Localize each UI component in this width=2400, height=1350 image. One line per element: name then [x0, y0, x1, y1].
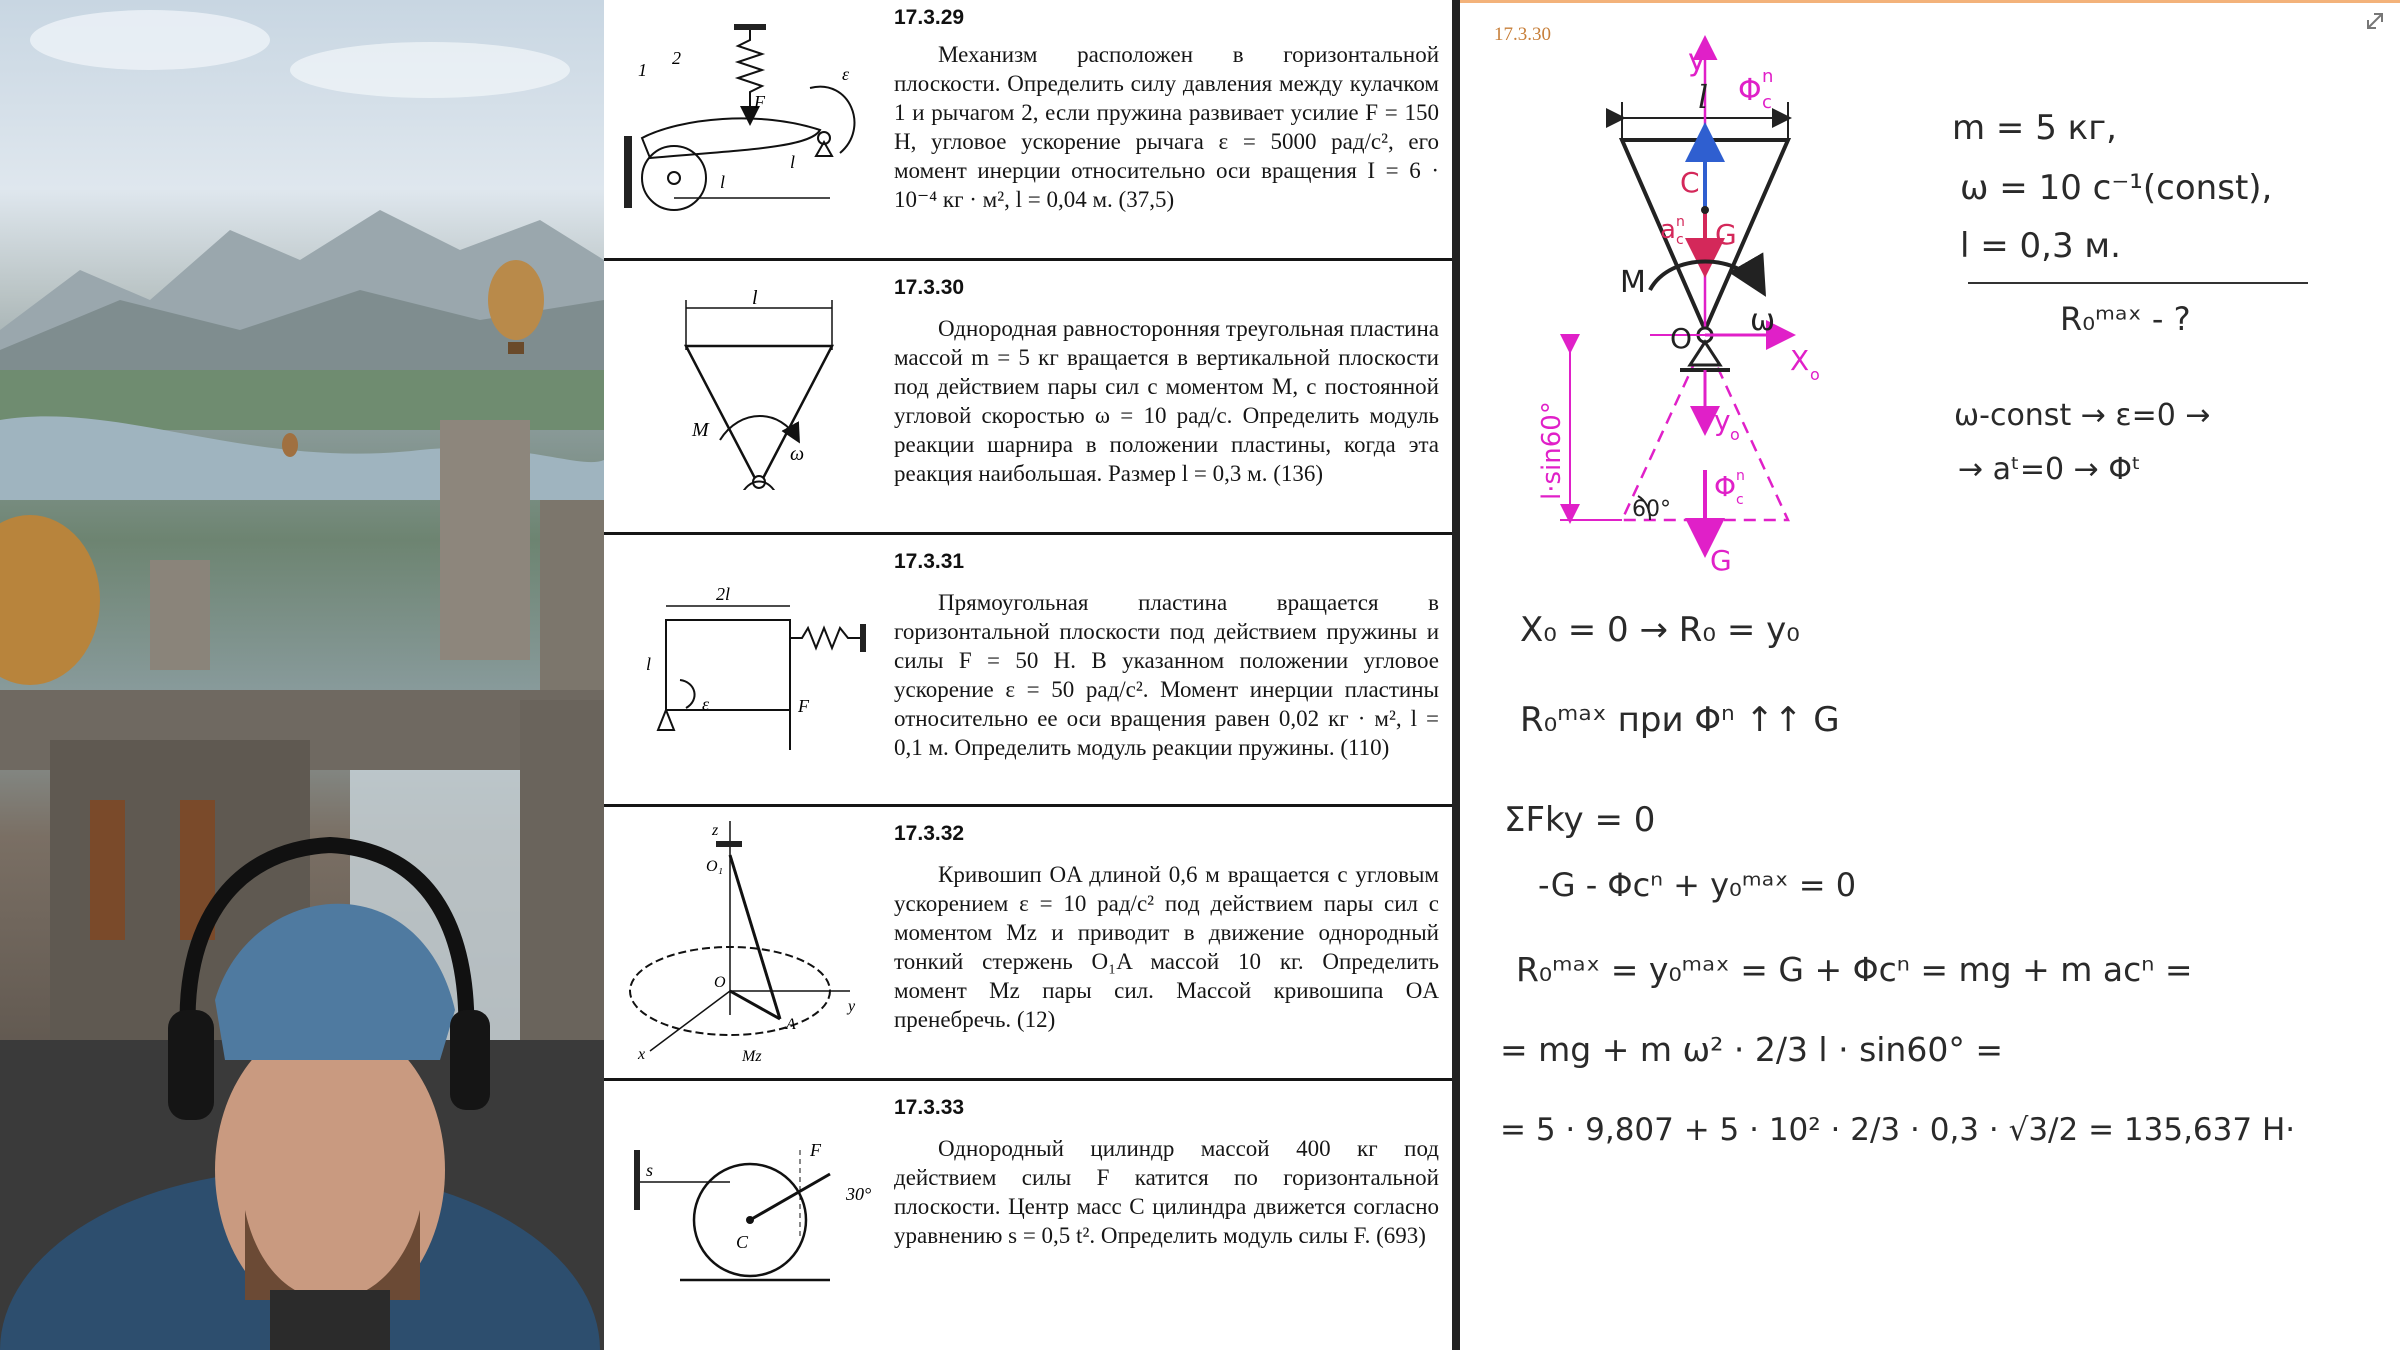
- label-omega: ω: [1750, 303, 1776, 338]
- whiteboard-top-border: [1460, 0, 2400, 3]
- step-line: R₀ᵐᵃˣ = y₀ᵐᵃˣ = G + Φcⁿ = mg + m acⁿ =: [1516, 950, 2193, 989]
- problem-17-3-33-figure: [620, 1110, 882, 1310]
- label-c: C: [1680, 166, 1700, 199]
- background-image-panel: [0, 0, 604, 1350]
- label-a: a: [1660, 215, 1676, 245]
- fig-label: 2: [672, 48, 681, 68]
- fig-label: F: [754, 92, 765, 112]
- given-omega: ω = 10 с⁻¹(const),: [1960, 168, 2273, 208]
- step-line: = mg + m ω² · 2/3 l · sin60° =: [1500, 1030, 2003, 1069]
- fig-label: z: [712, 822, 719, 839]
- fig-label: Mz: [742, 1048, 762, 1065]
- label-m: M: [1620, 265, 1646, 300]
- fig-label: A: [786, 1016, 796, 1033]
- divider-line: [604, 804, 1452, 807]
- problem-number: 17.3.29: [894, 6, 965, 29]
- step-line: ΣFky = 0: [1504, 800, 1656, 840]
- fig-label: 1: [638, 60, 647, 80]
- label-phi-low-sub: c: [1736, 492, 1744, 508]
- step-line: ω-const → ε=0 →: [1954, 398, 2211, 433]
- panel-divider: [1452, 0, 1460, 1350]
- problem-text: Однородный цилиндр массой 400 кг под действием силы F катится по горизонтальной плоскости. Центр масс C цилиндра движется согласно уравнению s = 0,5 t². Определить модуль силы F. (693): [894, 1136, 1439, 1248]
- fig-label: ε: [842, 64, 850, 84]
- problem-17-3-29-figure: [620, 18, 882, 218]
- label-phi-sup: n: [1762, 66, 1774, 87]
- fig-label: l: [646, 654, 652, 674]
- label-phi-low-sup: n: [1736, 468, 1745, 484]
- fig-label: ε: [702, 694, 710, 714]
- label-xo-sub: o: [1810, 365, 1820, 384]
- given-underline: [1968, 282, 2308, 284]
- fig-label: y: [848, 998, 856, 1015]
- castle-landscape-illustration: [0, 0, 604, 1350]
- fig-label: F: [798, 696, 809, 716]
- fig-label: s: [646, 1160, 654, 1180]
- label-y: y: [1688, 43, 1706, 78]
- fig-label: M: [692, 419, 709, 441]
- label-g: G: [1715, 218, 1737, 251]
- fig-label: ω: [790, 443, 805, 465]
- label-a-sub: c: [1676, 232, 1684, 248]
- label-l: l: [1698, 78, 1709, 116]
- find-text: R₀ᵐᵃˣ - ?: [2060, 300, 2191, 338]
- step-line: X₀ = 0 → R₀ = y₀: [1520, 610, 1800, 650]
- problem-number: 17.3.30: [894, 276, 965, 299]
- label-phi: Φ: [1738, 73, 1762, 108]
- fig-label: C: [736, 1232, 749, 1252]
- label-yo: y: [1714, 404, 1731, 437]
- label-phi-sub: c: [1762, 92, 1772, 113]
- problem-number: 17.3.33: [894, 1096, 965, 1119]
- label-yo-sub: o: [1730, 425, 1740, 444]
- problem-text: Однородная равносторонняя треугольная пластина массой m = 5 кг вращается в вертикальной плоскости под действием пары сил с моментом M, с постоянной угловой скоростью ω = 10 рад/с. Определить модуль реакции шарнира в положении пластины, когда эта реакция наибольшая. Размер l = 0,3 м. (136): [894, 316, 1439, 486]
- problem-text: Механизм расположен в горизонтальной плоскости. Определить силу давления между кулачком 1 и рычагом 2, если пружина развивает усилие F = 150 Н, угловое ускорение рычага ε = 5000 рад/с², его момент инерции относительно оси вращения I = 6 · 10⁻⁴ кг · м², l = 0,04 м. (37,5): [894, 42, 1439, 212]
- fig-label: F: [810, 1140, 821, 1160]
- divider-line: [604, 1078, 1452, 1081]
- fig-label: x: [638, 1046, 646, 1063]
- problem-17-3-32-figure: [620, 815, 882, 1065]
- given-mass: m = 5 кг,: [1952, 108, 2117, 148]
- fig-label: 30°: [846, 1184, 872, 1204]
- label-phi-low: Φ: [1714, 470, 1737, 503]
- label-60-deg: 60°: [1632, 497, 1671, 522]
- step-line: → aᵗ=0 → Φᵗ: [1958, 452, 2141, 487]
- label-a-sup: n: [1676, 214, 1685, 230]
- fig-label: l: [790, 152, 796, 172]
- step-line: R₀ᵐᵃˣ при Φⁿ ↑↑ G: [1520, 700, 1840, 740]
- textbook-page: [604, 0, 1452, 1350]
- free-body-diagram: [1500, 30, 2000, 590]
- fig-label: O: [714, 974, 726, 991]
- given-length: l = 0,3 м.: [1960, 226, 2121, 266]
- divider-line: [604, 258, 1452, 261]
- expand-icon[interactable]: [2364, 10, 2386, 32]
- label-l-sin60: l·sin60°: [1537, 401, 1567, 500]
- fig-label: O₁: [706, 858, 724, 875]
- problem-number: 17.3.31: [894, 550, 965, 573]
- label-o: O: [1670, 322, 1693, 355]
- divider-line: [604, 532, 1452, 535]
- problem-17-3-31-figure: [620, 570, 882, 770]
- problem-number: 17.3.32: [894, 822, 965, 845]
- label-xo: X: [1790, 344, 1810, 377]
- step-line: -G - Φcⁿ + y₀ᵐᵃˣ = 0: [1538, 866, 1857, 904]
- problem-17-3-30-figure: [620, 290, 882, 490]
- fig-label: l: [720, 172, 726, 192]
- step-line: = 5 · 9,807 + 5 · 10² · 2/3 · 0,3 · √3/2 = 135,637 Н·: [1500, 1112, 2296, 1148]
- fig-label: 2l: [716, 584, 731, 604]
- notes-problem-label: 17.3.30: [1494, 24, 1551, 45]
- problem-text: Прямоугольная пластина вращается в горизонтальной плоскости под действием пружины и силы F = 50 Н. В указанном положении угловое ускорение ε = 50 рад/с². Момент инерции пластины относительно ее оси вращения равен 0,02 кг · м², l = 0,1 м. Определить модуль реакции пружины. (110): [894, 590, 1439, 760]
- label-g-low: G: [1710, 544, 1732, 577]
- fig-label: l: [752, 290, 758, 309]
- problem-text: Кривошип OA длиной 0,6 м вращается с угловым ускорением ε = 10 рад/с² под действием пары сил с моментом Mz и приводит в движение однородный тонкий стержень O₁A массой 10 кг. Определить момент Mz пары сил. Массой кривошипа OA пренебречь. (12): [894, 862, 1439, 1032]
- notes-whiteboard: [1460, 0, 2400, 1350]
